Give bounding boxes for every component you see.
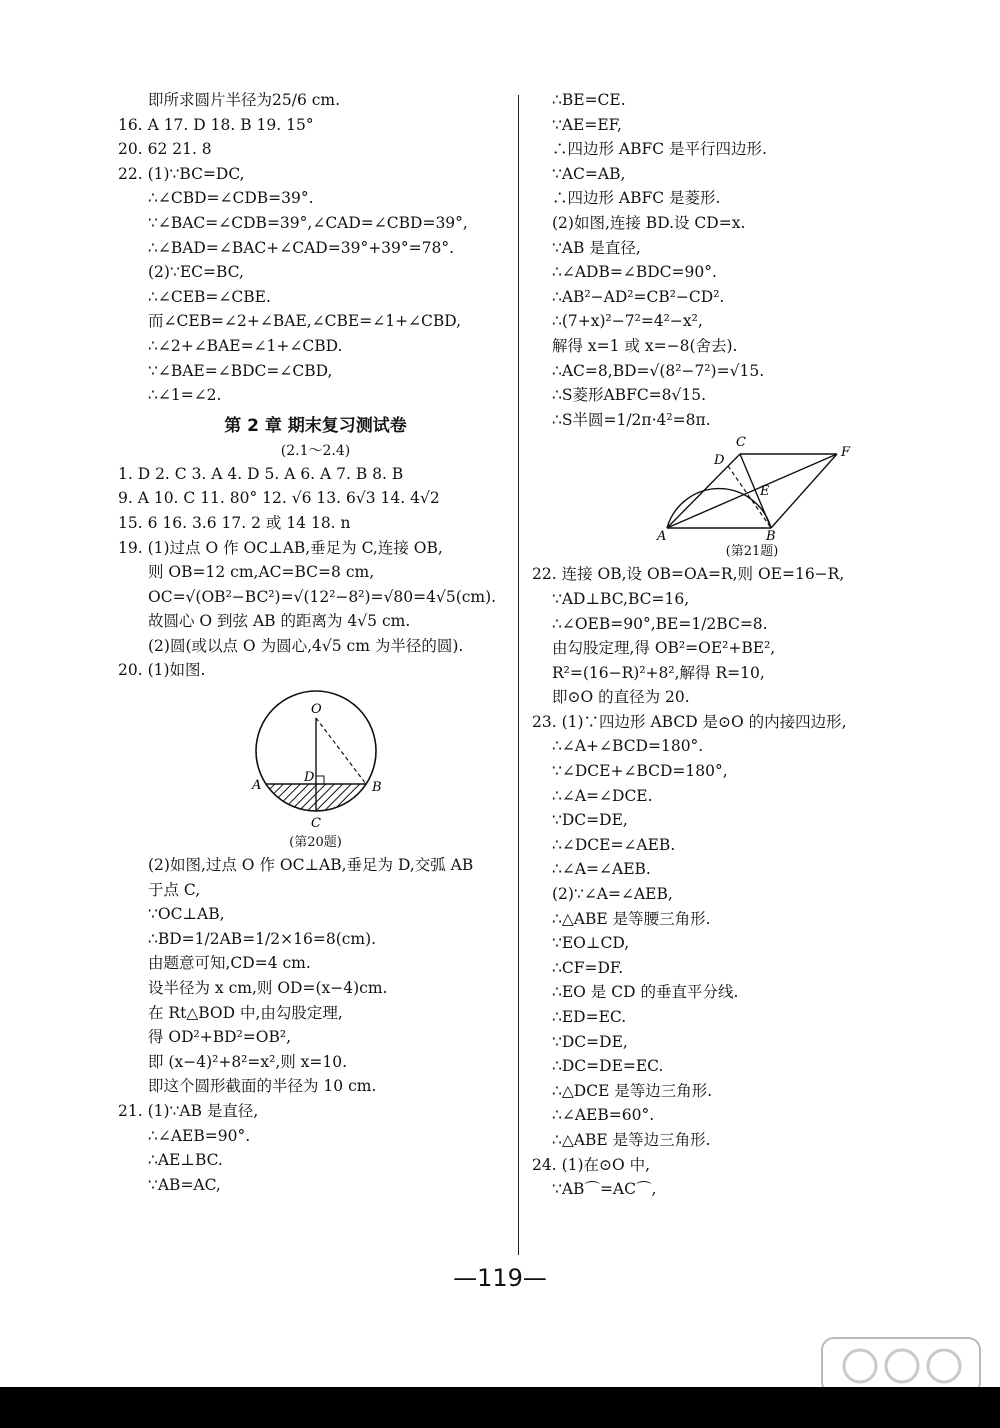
text-line: ∴∠1=∠2. (148, 386, 222, 405)
text-line: 在 Rt△BOD 中,由勾股定理, (148, 1003, 343, 1022)
text-line: ∵DC=DE, (552, 1032, 628, 1051)
text-line: ∴BD=1/2AB=1/2×16=8(cm). (148, 929, 377, 948)
text-line: ∵AB⌒=AC⌒, (552, 1180, 657, 1199)
fig21-label-e: E (760, 484, 770, 500)
fig20-label-c: C (310, 816, 321, 832)
text-line: 即这个圆形截面的半径为 10 cm. (148, 1077, 377, 1096)
text-line: 而∠CEB=∠2+∠BAE,∠CBE=∠1+∠CBD, (148, 312, 462, 331)
text-line: 24. (1)在⊙O 中, (532, 1155, 651, 1174)
fig21-label-d: D (714, 453, 725, 469)
text-line: ∵DC=DE, (552, 811, 628, 830)
left-text-block-3 (118, 853, 513, 1197)
scan-bottom-bar (0, 1387, 1000, 1428)
text-line: ∴△ABE 是等腰三角形. (552, 909, 711, 928)
text-line: ∵AE=EF, (552, 115, 622, 134)
text-line: ∴∠CBD=∠CDB=39°. (148, 189, 314, 208)
chapter-title: 第 2 章 期末复习测试卷 (224, 415, 407, 436)
left-column (118, 88, 513, 1197)
right-column (532, 88, 972, 1202)
page-number: —119— (453, 1264, 547, 1292)
text-line: ∴△ABE 是等边三角形. (552, 1130, 711, 1149)
text-line: ∵AC=AB, (552, 164, 626, 183)
text-line: OC=√(OB²−BC²)=√(12²−8²)=√80=4√5(cm). (148, 587, 497, 606)
text-line: 19. (1)过点 O 作 OC⊥AB,垂足为 C,连接 OB, (118, 538, 443, 557)
text-line: ∵∠BAC=∠CDB=39°,∠CAD=∠CBD=39°, (148, 213, 468, 232)
text-line: ∴∠ADB=∠BDC=90°. (552, 263, 717, 282)
text-line: ∴S半圆=1/2π·4²=8π. (552, 410, 711, 429)
text-line: (2)∵EC=BC, (148, 263, 244, 282)
text-line: (2)∵∠A=∠AEB, (552, 885, 673, 904)
fig20-label-b: B (371, 780, 382, 796)
right-text-block-1 (532, 88, 972, 432)
fig20-label-o: O (310, 702, 322, 718)
text-line: (2)如图,连接 BD.设 CD=x. (552, 213, 746, 232)
figure-20 (231, 683, 401, 833)
text-line: ∴DC=DE=EC. (552, 1057, 664, 1076)
text-line: 16. A 17. D 18. B 19. 15° (118, 115, 314, 134)
figure-20-caption: (第20题) (289, 835, 342, 851)
text-line: 20. 62 21. 8 (118, 140, 212, 159)
text-line: 由勾股定理,得 OB²=OE²+BE², (552, 639, 776, 658)
fig21-label-b: B (766, 529, 776, 543)
text-line: ∴∠AEB=60°. (552, 1106, 655, 1125)
text-line: ∴∠CEB=∠CBE. (148, 287, 271, 306)
fig21-label-f: F (841, 445, 851, 461)
text-line: 22. 连接 OB,设 OB=OA=R,则 OE=16−R, (532, 565, 845, 584)
text-line: ∴ED=EC. (552, 1008, 627, 1026)
text-line: 故圆心 O 到弦 AB 的距离为 4√5 cm. (148, 612, 411, 631)
text-line: ∵OC⊥AB, (148, 905, 225, 924)
text-line: ∴∠A+∠BCD=180°. (552, 737, 704, 756)
text-line: ∴(7+x)²−7²=4²−x², (552, 312, 703, 331)
fig21-label-c: C (736, 435, 746, 451)
figure-21 (652, 432, 852, 542)
text-line: 即⊙O 的直径为 20. (552, 688, 690, 707)
text-line: ∴∠DCE=∠AEB. (552, 835, 676, 854)
text-line: ∵∠DCE+∠BCD=180°, (552, 762, 728, 781)
fig21-label-a: A (657, 529, 667, 543)
text-line: 解得 x=1 或 x=−8(舍去). (552, 336, 738, 355)
text-line: ∴∠AEB=90°. (148, 1126, 251, 1145)
text-line: ∴AE⊥BC. (148, 1151, 223, 1170)
text-line: ∴四边形 ABFC 是平行四边形. (552, 140, 767, 159)
left-text-block-1 (118, 88, 513, 408)
column-divider (518, 95, 519, 1255)
text-line: ∵AB=AC, (148, 1175, 221, 1194)
text-line: ∴∠A=∠AEB. (552, 860, 651, 879)
text-line: ∴CF=DF. (552, 958, 624, 977)
text-line: ∵EO⊥CD, (552, 934, 630, 953)
text-line: ∵∠BAE=∠BDC=∠CBD, (148, 361, 333, 380)
text-line: ∴S菱形ABFC=8√15. (552, 386, 707, 405)
text-line: 于点 C, (148, 880, 201, 899)
text-line: (2)圆(或以点 O 为圆心,4√5 cm 为半径的圆). (148, 636, 464, 655)
text-line: R²=(16−R)²+8²,解得 R=10, (552, 663, 765, 682)
text-line: ∴∠OEB=90°,BE=1/2BC=8. (552, 614, 768, 633)
text-line: ∴BE=CE. (552, 91, 626, 109)
text-line: ∴△DCE 是等边三角形. (552, 1081, 713, 1100)
text-line: ∵AB 是直径, (552, 238, 641, 257)
text-line: 22. (1)∵BC=DC, (118, 164, 245, 183)
figure-21-caption: (第21题) (725, 544, 779, 560)
chapter-subtitle: (2.1～2.4) (280, 442, 351, 459)
text-line: ∴∠A=∠DCE. (552, 786, 653, 805)
text-line: ∴AB²−AD²=CB²−CD². (552, 287, 725, 306)
fig20-label-a: A (251, 778, 261, 794)
text-line: 则 OB=12 cm,AC=BC=8 cm, (148, 563, 375, 582)
text-line: 15. 6 16. 3.6 17. 2 或 14 18. n (118, 513, 351, 532)
text-line: ∴四边形 ABFC 是菱形. (552, 189, 721, 208)
text-line: ∴EO 是 CD 的垂直平分线. (552, 983, 739, 1002)
text-line: 由题意可知,CD=4 cm. (148, 954, 311, 973)
fig20-label-d: D (303, 770, 314, 786)
text-line: 23. (1)∵四边形 ABCD 是⊙O 的内接四边形, (532, 712, 847, 731)
text-line: 1. D 2. C 3. A 4. D 5. A 6. A 7. B 8. B (118, 464, 404, 483)
text-line: ∴∠2+∠BAE=∠1+∠CBD. (148, 336, 343, 355)
text-line: (2)如图,过点 O 作 OC⊥AB,垂足为 D,交弧 AB (148, 856, 474, 875)
text-line: 20. (1)如图. (118, 661, 206, 680)
text-line: 21. (1)∵AB 是直径, (118, 1102, 259, 1120)
right-text-block-2 (532, 562, 972, 1201)
text-line: ∴AC=8,BD=√(8²−7²)=√15. (552, 361, 765, 380)
text-line: 即所求圆片半径为25/6 cm. (148, 91, 341, 109)
text-line: 9. A 10. C 11. 80° 12. √6 13. 6√3 14. 4√2 (118, 489, 440, 508)
text-line: ∴∠BAD=∠BAC+∠CAD=39°+39°=78°. (148, 238, 455, 257)
text-line: 设半径为 x cm,则 OD=(x−4)cm. (148, 979, 388, 998)
text-line: ∵AD⊥BC,BC=16, (552, 589, 690, 608)
text-line: 即 (x−4)²+8²=x²,则 x=10. (148, 1052, 348, 1071)
left-text-block-2 (118, 462, 513, 683)
text-line: 得 OD²+BD²=OB², (148, 1028, 292, 1047)
